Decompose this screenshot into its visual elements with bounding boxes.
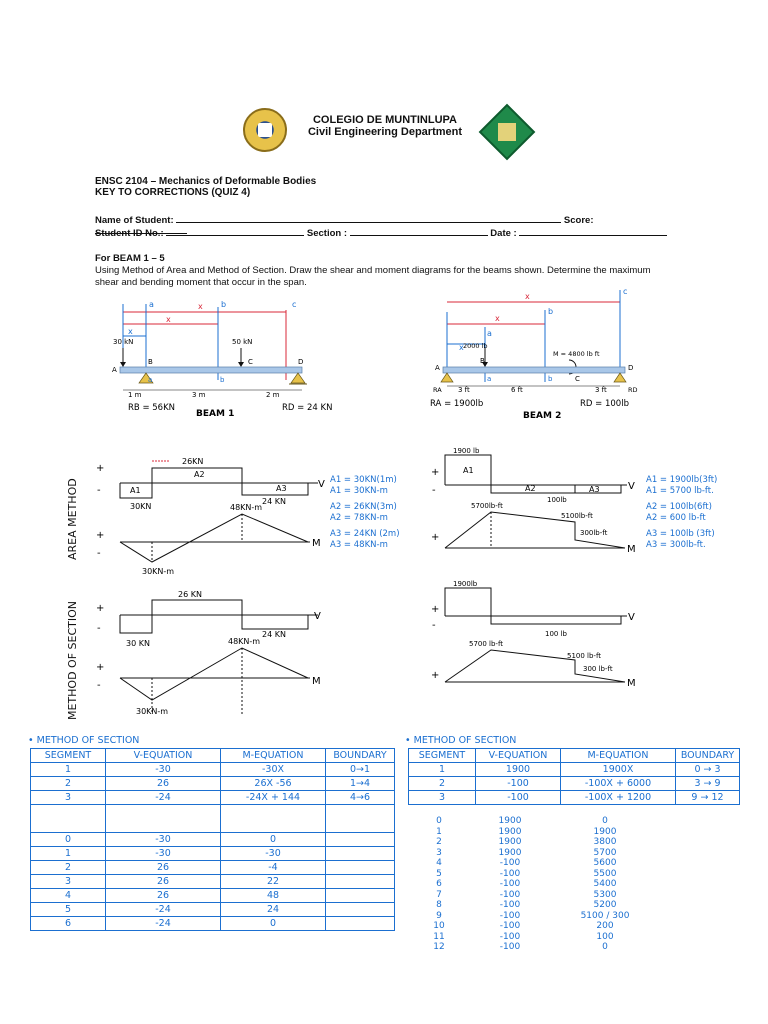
cell: 0→1 <box>326 763 395 777</box>
student-id-row <box>95 228 675 239</box>
list-item <box>408 932 668 943</box>
b2a-a1: A1 <box>463 466 474 475</box>
beam1-load-a: 30 kN <box>113 338 134 346</box>
b1a-v-mid: 24 KN <box>262 497 286 506</box>
b1-area-moment-diagram <box>90 500 330 580</box>
b1-area-notes <box>330 475 420 550</box>
cell: 26 <box>106 889 221 903</box>
cell: 4 <box>31 889 106 903</box>
beam2-ra-label: RA <box>433 386 442 394</box>
cell: -100 <box>499 931 521 942</box>
b2s-v-top: 1900lb <box>453 580 478 588</box>
cell: 48 <box>221 889 326 903</box>
cell: 100 <box>596 931 614 942</box>
engineering-department-logo <box>479 104 536 161</box>
list-item <box>408 869 668 880</box>
b1a-a1: A1 <box>130 486 141 495</box>
table-row <box>31 903 395 917</box>
b2-area-notes <box>646 475 758 550</box>
beam2-pt-a: A <box>435 364 440 372</box>
cell: 5 <box>436 868 442 879</box>
date-blank[interactable] <box>519 235 667 236</box>
cell: -24 <box>106 903 221 917</box>
cell: 26 <box>106 875 221 889</box>
cell: 4→6 <box>326 791 395 805</box>
b1a-v: V <box>318 479 325 490</box>
b1s-v-top: 26 KN <box>178 590 202 599</box>
plus-sign-3: + <box>431 467 440 478</box>
cell: 3800 <box>593 837 617 847</box>
cell: -100 <box>499 900 521 910</box>
cell: 9 <box>436 910 442 921</box>
college-name: COLEGIO DE MUNTINLUPA <box>312 114 457 126</box>
b2-note: A3 = 300lb-ft. <box>646 539 706 550</box>
cell: 5300 <box>593 889 617 900</box>
cell: 8 <box>436 900 442 910</box>
b1s-m-top: 48KN-m <box>228 637 261 646</box>
b2-note: A1 = 1900lb(3ft) <box>646 475 718 485</box>
table1 <box>30 748 395 931</box>
beam1-span1: 1 m <box>128 391 142 399</box>
beam1-pt-d: D <box>298 358 304 366</box>
plus-sign-6: + <box>96 662 105 673</box>
quiz-subtitle: KEY TO CORRECTIONS (QUIZ 4) <box>95 187 251 198</box>
minus-sign-3: - <box>432 485 436 496</box>
table1-header: M-EQUATION <box>221 749 326 763</box>
cell: 9 → 12 <box>676 791 740 805</box>
cell: 0 <box>221 917 326 931</box>
method-of-section-side-label: METHOD OF SECTION <box>66 600 79 720</box>
table-row <box>409 777 740 791</box>
cell: -100 <box>499 858 521 868</box>
svg-text:b: b <box>548 375 553 383</box>
cell: 0 <box>221 833 326 847</box>
b2a-v-top: 1900 lb <box>453 447 480 455</box>
b2-note: A2 = 600 lb-ft <box>646 512 706 523</box>
cell: 3 <box>409 791 476 805</box>
cell: 11 <box>433 931 445 942</box>
b1-note: A2 = 78KN-m <box>330 512 388 523</box>
cell: 6 <box>436 879 442 889</box>
table2-header: BOUNDARY <box>676 749 740 763</box>
course-title: ENSC 2104 – Mechanics of Deformable Bodies <box>95 176 317 187</box>
date-label: Date : <box>490 228 517 239</box>
list-item <box>408 816 668 827</box>
department-name: Civil Engineering Department <box>307 126 463 138</box>
b2a-v: V <box>628 481 635 492</box>
cell: 5200 <box>593 900 617 910</box>
b1s-v-bot: 30 KN <box>126 639 150 648</box>
b1-section-moment-diagram <box>90 632 330 722</box>
beam1-label: BEAM 1 <box>196 409 235 419</box>
plus-sign-7: + <box>431 604 440 615</box>
table2 <box>408 748 740 805</box>
list-item <box>408 890 668 901</box>
cell: 3 <box>436 847 442 858</box>
beam1-sec-b: b <box>221 300 227 309</box>
b2-area-moment-diagram <box>425 498 645 560</box>
b1a-a3: A3 <box>276 484 287 493</box>
cell: 10 <box>433 921 445 931</box>
table-row <box>31 847 395 861</box>
beam1-load-c: 50 kN <box>232 338 253 346</box>
b2a-a3: A3 <box>589 485 600 494</box>
table-row <box>409 791 740 805</box>
cell: 0 <box>31 833 106 847</box>
id-blank[interactable] <box>166 235 304 236</box>
beam1-diagram <box>108 292 348 422</box>
cell: -100X + 6000 <box>561 777 676 791</box>
cell: 5 <box>31 903 106 917</box>
cell: 24 <box>221 903 326 917</box>
cell: -30X <box>221 763 326 777</box>
beam1-sec-a: a <box>149 300 154 309</box>
id-label: Student ID No.: <box>95 228 164 239</box>
cell: -4 <box>221 861 326 875</box>
svg-text:a: a <box>487 375 492 383</box>
beam1-x2: x <box>166 315 171 324</box>
score-label: Score: <box>563 215 594 226</box>
list-item <box>408 942 668 953</box>
instructions-text: Using Method of Area and Method of Section. Draw the shear and moment diagrams for the beams shown. Determine the maximum shear and bending moment that occur in the span. <box>95 265 651 288</box>
table2-header: SEGMENT <box>409 749 476 763</box>
cell: 3 <box>31 791 106 805</box>
b2s-v-bot: 100 lb <box>545 630 567 638</box>
b1a-m-bot: 30KN-m <box>142 567 175 576</box>
beam1-span2: 3 m <box>192 391 206 399</box>
beam2-load: 2000 lb <box>463 342 488 350</box>
cell: 5100 / 300 <box>580 910 630 921</box>
table-row <box>31 917 395 931</box>
plus-sign-8: + <box>431 670 440 681</box>
beam2-moment: M = 4800 lb ft <box>553 350 600 358</box>
cell: 26 <box>106 777 221 791</box>
cell: -100 <box>499 910 521 921</box>
cell: 5700 <box>593 847 617 858</box>
b2a-v-bot: 100lb <box>547 496 567 504</box>
plus-sign: + <box>96 463 105 474</box>
table1-header-row <box>31 749 395 763</box>
name-label: Name of Student: <box>95 215 174 226</box>
cell: 1 <box>409 763 476 777</box>
cell: -100 <box>499 879 521 889</box>
b1s-v-mid: 24 KN <box>262 630 286 639</box>
minus-sign-2: - <box>97 548 101 559</box>
beam2-sec-b: b <box>548 307 554 316</box>
cell: 1→4 <box>326 777 395 791</box>
cell: 1900 <box>498 816 522 826</box>
table-row <box>31 889 395 903</box>
beam1-sec-c: c <box>292 300 297 309</box>
beam1-pt-c: C <box>248 358 253 366</box>
table2-header-row <box>409 749 740 763</box>
b1a-m: M <box>312 538 321 549</box>
section-label: Section : <box>306 228 348 239</box>
table1-header: BOUNDARY <box>326 749 395 763</box>
cell: 2 <box>31 777 106 791</box>
table2-title: • METHOD OF SECTION <box>405 735 517 746</box>
cell: 6 <box>31 917 106 931</box>
b1s-m: M <box>312 676 321 687</box>
cell: 2 <box>409 777 476 791</box>
b1-note: A2 = 26KN(3m) <box>330 502 397 512</box>
section-blank[interactable] <box>350 235 488 236</box>
b1a-a2: A2 <box>194 470 205 479</box>
list-item <box>408 848 668 859</box>
plus-sign-5: + <box>96 603 105 614</box>
table-row <box>31 861 395 875</box>
beam1-pt-a: A <box>112 366 117 374</box>
cell: -24X + 144 <box>221 791 326 805</box>
table-row <box>409 763 740 777</box>
cell: 200 <box>596 921 614 931</box>
table-row <box>31 875 395 889</box>
minus-sign-6: - <box>97 680 101 691</box>
table2-values <box>408 816 668 953</box>
b2s-m: M <box>627 678 636 689</box>
beam2-pt-c: C <box>575 375 580 383</box>
b2-note: A3 = 100lb (3ft) <box>646 529 715 539</box>
beam2-rd-label: RD <box>628 386 638 394</box>
list-item <box>408 879 668 890</box>
list-item <box>408 911 668 922</box>
b1-note: A1 = 30KN-m <box>330 485 388 496</box>
b2-section-shear-diagram <box>425 576 645 642</box>
beam2-ra: RA = 1900lb <box>430 399 484 409</box>
cell: 26 <box>106 861 221 875</box>
cell: 1 <box>31 763 106 777</box>
cell: -100X + 1200 <box>561 791 676 805</box>
b2s-m1: 5700 lb-ft <box>469 640 504 648</box>
table-row <box>31 777 395 791</box>
beam1-pt-b: B <box>148 358 153 366</box>
beam2-pt-d: D <box>628 364 634 372</box>
table2-header: V-EQUATION <box>476 749 561 763</box>
cell: 26X -56 <box>221 777 326 791</box>
cell: 7 <box>436 889 442 900</box>
beam2-span3: 3 ft <box>595 386 607 394</box>
beam1-x: x <box>198 302 203 311</box>
b2s-m2: 5100 lb-ft <box>567 652 602 660</box>
svg-text:b: b <box>220 376 225 384</box>
cell: 1900 <box>498 826 522 837</box>
cell: 0 <box>602 942 608 952</box>
table1-header: V-EQUATION <box>106 749 221 763</box>
cell: 4 <box>436 858 442 868</box>
cell: 0 <box>602 816 608 826</box>
b2a-m3: 300lb-ft <box>580 529 608 537</box>
cell: -100 <box>476 777 561 791</box>
minus-sign-7: - <box>432 620 436 631</box>
cell: -30 <box>221 847 326 861</box>
cell: 12 <box>433 942 445 952</box>
beam2-pt-b: B <box>480 357 485 365</box>
list-item <box>408 921 668 932</box>
cell: 1900 <box>593 826 617 837</box>
cell: 2 <box>31 861 106 875</box>
b2a-m: M <box>627 544 636 555</box>
b2s-m3: 300 lb-ft <box>583 665 613 673</box>
b1a-v-bot: 30KN <box>130 502 152 511</box>
svg-text:a: a <box>148 376 153 384</box>
minus-sign-5: - <box>97 623 101 634</box>
b1s-m-bot: 30KN-m <box>136 707 169 716</box>
b1a-v-top: 26KN <box>182 457 204 466</box>
b2-note: A2 = 100lb(6ft) <box>646 502 712 512</box>
b2-section-moment-diagram <box>425 636 645 696</box>
cell: 2 <box>436 837 442 847</box>
list-item <box>408 858 668 869</box>
b2-area-shear-diagram <box>425 443 645 505</box>
table-row <box>31 833 395 847</box>
beam2-diagram <box>425 282 645 422</box>
table1-title: • METHOD OF SECTION <box>28 735 140 746</box>
b1a-m-top: 48KN-m <box>230 503 263 512</box>
beam2-x: x <box>525 292 530 301</box>
cell: -24 <box>106 917 221 931</box>
cell: 0 → 3 <box>676 763 740 777</box>
cell: 1 <box>31 847 106 861</box>
cell: 0 <box>436 816 442 826</box>
college-seal-logo <box>243 108 287 152</box>
table1-header: SEGMENT <box>31 749 106 763</box>
cell: -30 <box>106 833 221 847</box>
cell: 3 <box>31 875 106 889</box>
b2a-m2: 5100lb-ft <box>561 512 593 520</box>
cell: 22 <box>221 875 326 889</box>
list-item <box>408 827 668 838</box>
table-row <box>31 791 395 805</box>
minus-sign: - <box>97 485 101 496</box>
b2a-a2: A2 <box>525 484 536 493</box>
list-item <box>408 900 668 911</box>
table2-header: M-EQUATION <box>561 749 676 763</box>
cell: 5500 <box>593 868 617 879</box>
beam2-sec-a: a <box>487 329 492 338</box>
plus-sign-2: + <box>96 530 105 541</box>
cell: -100 <box>499 942 521 952</box>
cell: 5400 <box>593 879 617 889</box>
cell: -30 <box>106 847 221 861</box>
cell: 1 <box>436 826 442 837</box>
beam1-x3: x <box>128 327 133 336</box>
beam1-rb: RB = 56KN <box>128 403 176 413</box>
b1-note: A3 = 48KN-m <box>330 539 388 550</box>
beam2-span1: 3 ft <box>458 386 470 394</box>
beam1-span3: 2 m <box>266 391 280 399</box>
beam2-x2: x <box>495 314 500 323</box>
b1s-v: V <box>314 611 321 622</box>
cell: -100 <box>499 889 521 900</box>
b2a-m1: 5700lb-ft <box>471 502 503 510</box>
cell: 3 → 9 <box>676 777 740 791</box>
beam2-rd: RD = 100lb <box>580 399 629 409</box>
cell: 1900 <box>498 837 522 847</box>
name-blank[interactable] <box>176 222 561 223</box>
cell: 5600 <box>593 858 617 868</box>
table-row <box>31 763 395 777</box>
beam2-label: BEAM 2 <box>523 411 562 421</box>
instructions-heading: For BEAM 1 – 5 <box>95 253 165 264</box>
cell: -30 <box>106 763 221 777</box>
beam2-sec-c: c <box>623 287 628 296</box>
list-item <box>408 837 668 848</box>
beam2-x3: x <box>459 343 464 352</box>
b2-note: A1 = 5700 lb-ft. <box>646 485 714 496</box>
b1-note: A1 = 30KN(1m) <box>330 475 397 485</box>
cell: 1900 <box>498 847 522 858</box>
plus-sign-4: + <box>431 532 440 543</box>
cell: -100 <box>499 868 521 879</box>
beam1-rd: RD = 24 KN <box>282 403 333 413</box>
cell: -100 <box>499 921 521 931</box>
cell: 1900X <box>561 763 676 777</box>
cell: -100 <box>476 791 561 805</box>
cell: -24 <box>106 791 221 805</box>
beam2-span2: 6 ft <box>511 386 523 394</box>
b2s-v: V <box>628 612 635 623</box>
area-method-side-label: AREA METHOD <box>66 478 79 560</box>
cell: 1900 <box>476 763 561 777</box>
b1-note: A3 = 24KN (2m) <box>330 529 400 539</box>
